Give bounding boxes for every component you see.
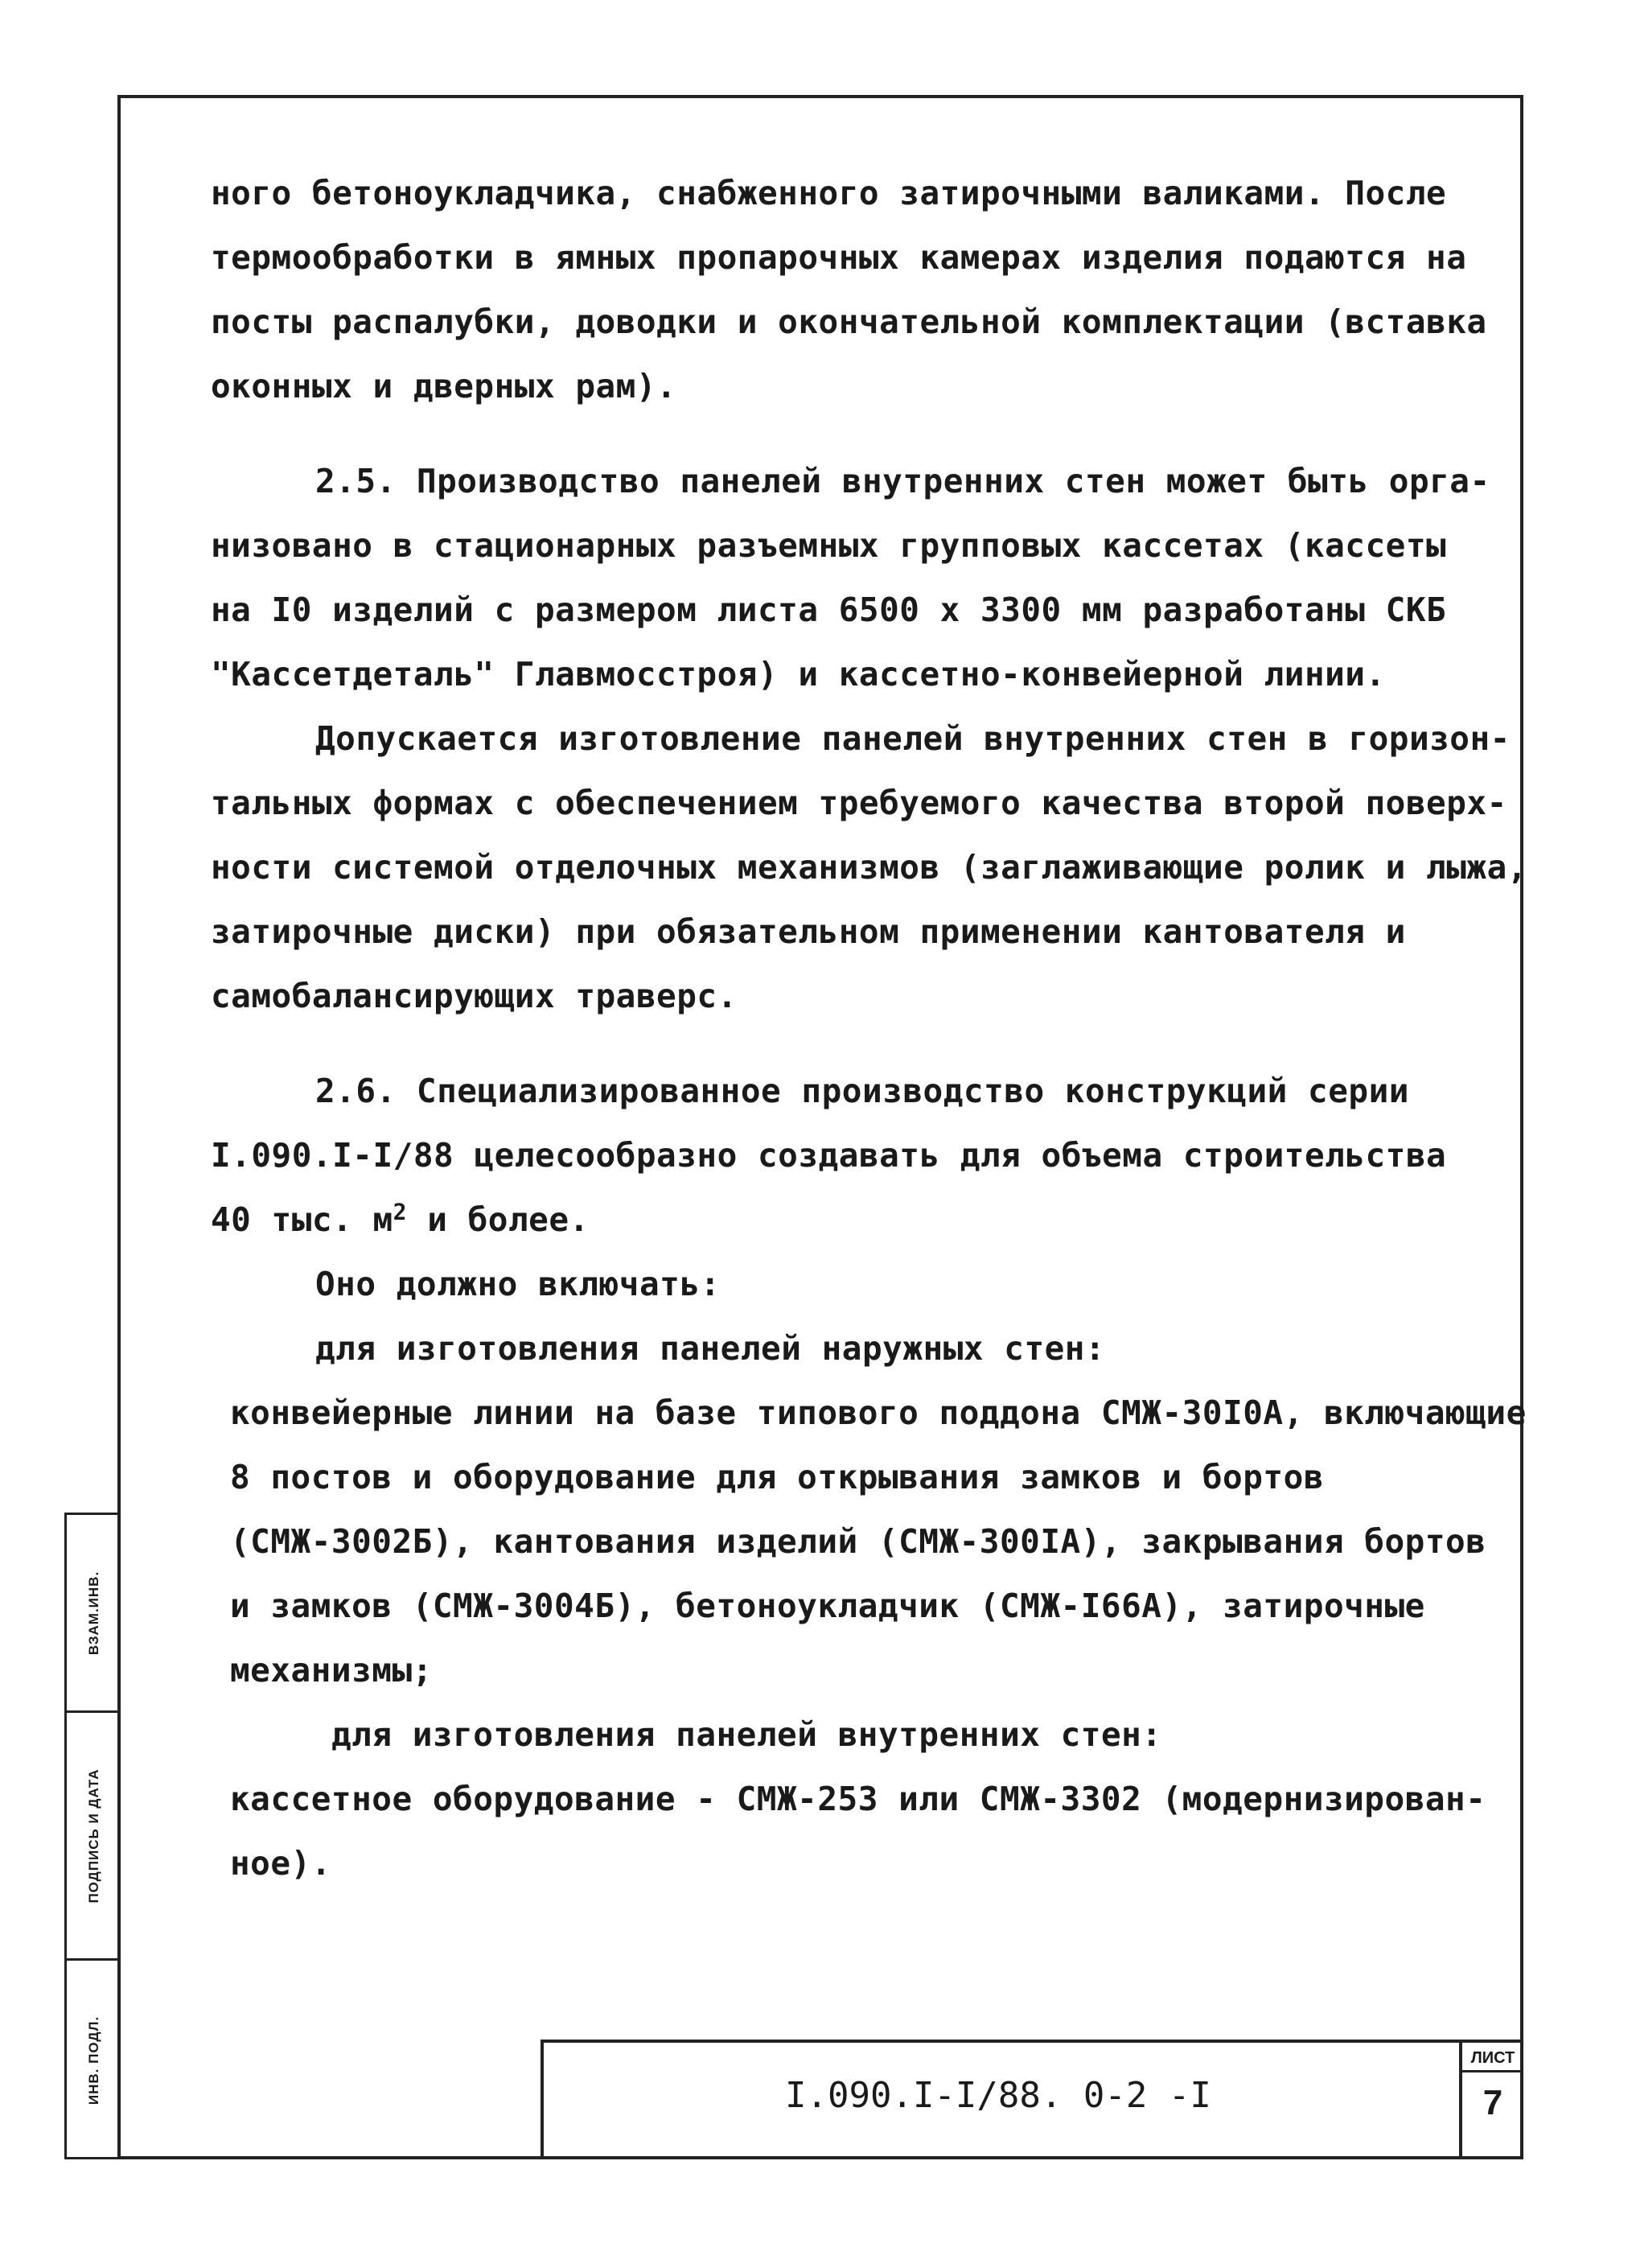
paragraph-outer-walls — [211, 1381, 1527, 1702]
paragraph-allowed — [211, 706, 1527, 1028]
document-body — [211, 161, 1527, 1895]
paragraph-1 — [211, 161, 1506, 418]
side-label: ИНВ. ПОДЛ. — [85, 2015, 101, 2105]
text-line: затирочные диски) при обязательном применении кантователя и — [211, 912, 1406, 951]
text-line: для изготовления панелей внутренних стен: — [331, 1715, 1162, 1754]
text-line: I.090.I-I/88 целесообразно создавать для объема строительства — [211, 1136, 1447, 1175]
text-line: самобалансирующих траверс. — [211, 977, 738, 1015]
text-line: посты распалубки, доводки и окончательной комплектации (вставка — [211, 303, 1487, 341]
text-line: оконных и дверных рам). — [211, 367, 677, 405]
text-line: 2.6. Специализированное производство конструкций серии — [315, 1072, 1409, 1110]
text-fragment: и более. — [407, 1200, 590, 1239]
text-line: Допускается изготовление панелей внутренних стен в горизон- — [315, 719, 1511, 758]
text-fragment: 40 тыс. м — [211, 1200, 393, 1239]
text-line: на I0 изделий с размером листа 6500 х 3300 мм разработаны СКБ — [211, 591, 1447, 629]
superscript: 2 — [393, 1198, 408, 1225]
text-line: 8 постов и оборудование для открывания замков и бортов — [230, 1458, 1324, 1496]
sheet-box — [1459, 2043, 1523, 2159]
text-line: ное). — [230, 1844, 331, 1883]
text-line: 2.5. Производство панелей внутренних стен может быть орга- — [315, 462, 1490, 500]
text-line: "Касcетдеталь" Главмосстроя) и кассетно-конвейерной линии. — [211, 655, 1386, 694]
text-line: для изготовления панелей наружных стен: — [315, 1329, 1106, 1368]
paragraph-2-5 — [211, 449, 1506, 706]
side-label: ВЗАМ.ИНВ. — [85, 1570, 101, 1655]
side-cell-inv — [67, 1961, 121, 2159]
text-line: кассетное оборудование - СМЖ-253 или СМЖ-3302 (модернизирован- — [230, 1780, 1486, 1818]
text-line: и замков (СМЖ-3004Б), бетоноукладчик (СМЖ-I66А), затирочные — [230, 1587, 1425, 1625]
side-cell-podpis — [67, 1713, 121, 1961]
text-line: ного бетоноукладчика, снабженного затирочными валиками. После — [211, 174, 1447, 212]
text-line: ности системой отделочных механизмов (заглаживающие ролик и лыжа, — [211, 848, 1527, 887]
text-line: термообработки в ямных пропарочных камерах изделия подаются на — [211, 238, 1467, 277]
text-line: (СМЖ-3002Б), кантования изделий (СМЖ-300IА), закрывания бортов — [230, 1522, 1486, 1561]
side-cell-vzam — [67, 1515, 121, 1713]
side-stamp-strip — [64, 1513, 121, 2159]
document-code: I.090.I-I/88. 0-2 -I — [785, 2075, 1211, 2116]
text-line: конвейерные линии на базе типового поддона СМЖ-30I0А, включающие — [230, 1393, 1527, 1432]
text-line — [211, 1188, 1506, 1252]
sheet-label: ЛИСТ — [1462, 2046, 1523, 2072]
text-line: Оно должно включать: — [315, 1265, 721, 1303]
paragraph-2-6 — [211, 1059, 1506, 1252]
paragraph-inner-walls — [211, 1767, 1506, 1895]
side-label: ПОДПИСЬ И ДАТА — [85, 1768, 101, 1904]
text-line: механизмы; — [230, 1651, 433, 1690]
text-line: тальных формах с обеспечением требуемого качества второй поверх- — [211, 784, 1507, 822]
text-line: низовано в стационарных разъемных групповых кассетах (кассеты — [211, 526, 1447, 565]
title-block — [541, 2040, 1523, 2159]
sheet-number: 7 — [1482, 2083, 1503, 2122]
